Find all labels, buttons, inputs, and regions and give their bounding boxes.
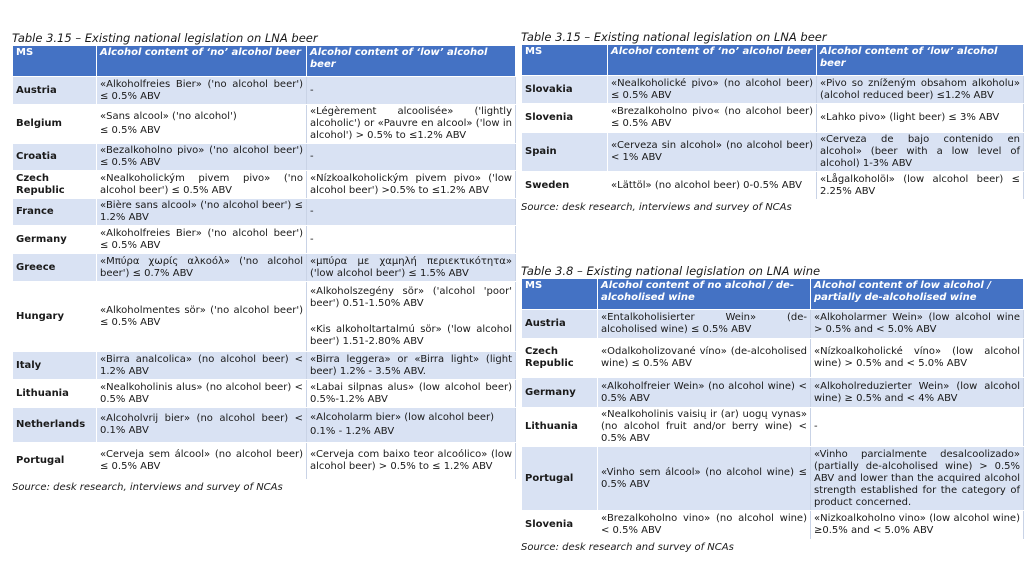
low-alcohol-cell [811,511,1024,540]
table-row [13,144,516,171]
column-header-no-alcohol: Alcohol content of ‘no’ alcohol beer [608,45,817,76]
low-alcohol-cell [307,352,516,380]
cell-text: «Légèrement alcoolisée» ('lightly alcoholic') or «Pauvre en alcool» ('low in alcohol') > 0.5% to ≤1.2% ABV [310,106,512,141]
column-header-low-alcohol: Alcohol content of ‘low’ alcohol beer [307,46,516,77]
table-row [522,378,1024,408]
cell-text: «Nealkoholinis alus» (no alcohol beer) < 0.5% ABV [100,381,303,405]
member-state-cell: Portugal [522,447,598,511]
table-row [522,339,1024,378]
cell-text: «Brezalkoholno pivo« (no alcohol beer) ≤ 0.5% ABV [611,106,813,129]
table-row [522,310,1024,339]
cell-text: «Cerveja sem álcool» (no alcohol beer) ≤ 0.5% ABV [100,449,303,472]
cell-text: «Alkoholfreies Bier» ('no alcohol beer') ≤ 0.5% ABV [100,78,303,102]
no-alcohol-cell [97,282,307,352]
no-alcohol-cell [608,133,817,172]
member-state-cell: Greece [13,254,97,282]
cell-text: «Alcoholarm bier» (low alcohol beer) [310,412,495,423]
table-caption: Table 3.15 – Existing national legislation on LNA beer [12,31,318,45]
no-alcohol-cell [97,171,307,199]
table-row [13,380,516,408]
cell-text: «Labai silpnas alus» (low alcohol beer) 0.5%-1.2% ABV [310,381,512,405]
column-header-ms: MS [13,46,97,77]
cell-text: «Entalkoholisierter Wein» (de-alcoholised wine) ≤ 0.5% ABV [601,312,807,335]
low-alcohol-cell [307,226,516,254]
no-alcohol-cell [97,408,307,443]
member-state-cell: Slovakia [522,76,608,104]
table-row [522,447,1024,511]
no-alcohol-cell [97,77,307,105]
no-alcohol-cell [598,447,811,511]
column-header-low-alcohol: Alcohol content of low alcohol / partially de-alcoholised wine [811,279,1024,310]
table-row [522,511,1024,540]
member-state-cell: Lithuania [522,408,598,447]
low-alcohol-cell [307,408,516,443]
column-header-no-alcohol: Alcohol content of no alcohol / de-alcoholised wine [598,279,811,310]
cell-text: «Lågalkoholöl» (low alcohol beer) ≤ 2.25% ABV [820,173,1020,197]
table-row [13,199,516,226]
table-row [13,105,516,144]
low-alcohol-cell [811,310,1024,339]
table-row [522,133,1024,172]
member-state-cell: Croatia [13,144,97,171]
no-alcohol-cell [97,105,307,144]
cell-text: «Sans alcool» ('no alcohol') [100,111,237,122]
cell-text: «Vinho sem álcool» (no alcohol wine) ≤ 0.5% ABV [601,466,807,490]
no-alcohol-cell [97,443,307,480]
column-header-ms: MS [522,279,598,310]
member-state-cell: Lithuania [13,380,97,408]
low-alcohol-cell [307,443,516,480]
no-alcohol-cell [598,408,811,447]
low-alcohol-cell [307,144,516,171]
no-alcohol-cell [598,378,811,408]
table-row [522,76,1024,104]
cell-text: «μπύρα με χαμηλή περιεκτικότητα» ('low alcohol beer') ≤ 1.5% ABV [310,255,512,279]
member-state-cell: Germany [13,226,97,254]
low-alcohol-cell [307,282,516,352]
table-row [522,104,1024,133]
cell-text: «Cerveja com baixo teor alcoólico» (low alcohol beer) > 0.5% to ≤ 1.2% ABV [310,449,512,472]
cell-text: «Μπύρα χωρίς αλκοόλ» ('no alcohol beer') ≤ 0.7% ABV [100,255,303,279]
low-alcohol-cell [811,339,1024,378]
table-caption: Table 3.8 – Existing national legislation on LNA wine [521,264,821,278]
no-alcohol-cell [97,352,307,380]
table-row [13,408,516,443]
cell-text: - [814,421,818,432]
cell-text: «Birra analcolica» (no alcohol beer) < 1.2% ABV [100,353,303,377]
cell-text: «Alkoholfreies Bier» ('no alcohol beer') ≤ 0.5% ABV [100,227,303,251]
table-row [522,408,1024,447]
low-alcohol-cell [307,105,516,144]
table-source: Source: desk research and survey of NCAs [521,542,734,553]
no-alcohol-cell [608,104,817,133]
cell-text: «Nealkoholické pivo» (no alcohol beer) ≤ 0.5% ABV [611,77,813,101]
table-row [13,171,516,199]
no-alcohol-cell [97,254,307,282]
table-row [13,352,516,380]
member-state-cell: Hungary [13,282,97,352]
cell-text: - [310,151,314,162]
low-alcohol-cell [817,76,1024,104]
table-row [13,282,516,352]
cell-text: «Cerveza sin alcohol» (no alcohol beer) < 1% ABV [611,140,813,163]
no-alcohol-cell [598,511,811,540]
table-source: Source: desk research, interviews and survey of NCAs [12,482,283,493]
column-header-low-alcohol: Alcohol content of ‘low’ alcohol beer [817,45,1024,76]
low-alcohol-cell [307,199,516,226]
table-row [13,254,516,282]
cell-text: «Bezalkoholno pivo» ('no alcohol beer') ≤ 0.5% ABV [100,145,303,168]
table-lna-wine [521,264,1023,554]
cell-text: «Brezalkoholno vino» (no alcohol wine) < 0.5% ABV [601,513,807,536]
member-state-cell: Slovenia [522,511,598,540]
table-row [522,172,1024,200]
low-alcohol-cell [811,378,1024,408]
table-lna-beer-part1 [12,31,515,494]
table-row [13,443,516,480]
member-state-cell: Austria [13,77,97,105]
cell-text: «Alkoholszegény sör» ('alcohol 'poor' beer') 0.51-1.50% ABV [310,285,512,309]
member-state-cell: Austria [522,310,598,339]
low-alcohol-cell [307,254,516,282]
no-alcohol-cell [97,144,307,171]
table-source: Source: desk research, interviews and survey of NCAs [521,202,792,213]
table-row [13,226,516,254]
member-state-cell: Slovenia [522,104,608,133]
no-alcohol-cell [608,76,817,104]
member-state-cell: Czech Republic [13,171,97,199]
cell-text: «Bière sans alcool» ('no alcohol beer') ≤ 1.2% ABV [100,200,303,223]
member-state-cell: Italy [13,352,97,380]
no-alcohol-cell [608,172,817,200]
cell-text: «Birra leggera» or «Birra light» (light beer) 1.2% - 3.5% ABV. [310,353,512,377]
table-caption: Table 3.15 – Existing national legislation on LNA beer [521,30,827,44]
member-state-cell: Spain [522,133,608,172]
member-state-cell: Belgium [13,105,97,144]
legislation-table [521,278,1024,540]
table-row [13,77,516,105]
cell-text: «Odalkoholizované víno» (de-alcoholised wine) ≤ 0.5% ABV [601,346,807,369]
cell-text: «Alkoholfreier Wein» (no alcohol wine) < 0.5% ABV [601,380,807,404]
cell-text: 0.1% - 1.2% ABV [310,426,395,437]
low-alcohol-cell [811,447,1024,511]
legislation-table [521,44,1024,200]
low-alcohol-cell [307,171,516,199]
no-alcohol-cell [97,226,307,254]
low-alcohol-cell [817,133,1024,172]
cell-text: «Nízkoalkoholické víno» (low alcohol wine) > 0.5% and < 5.0% ABV [814,346,1020,369]
cell-text: «Lahko pivo» (light beer) ≤ 3% ABV [820,112,1000,123]
column-header-no-alcohol: Alcohol content of ‘no’ alcohol beer [97,46,307,77]
cell-text: - [310,84,314,96]
column-header-ms: MS [522,45,608,76]
member-state-cell: France [13,199,97,226]
member-state-cell: Netherlands [13,408,97,443]
low-alcohol-cell [817,172,1024,200]
legislation-table [12,45,516,480]
table-lna-beer-part2 [521,30,1023,214]
cell-text: «Alkoholarmer Wein» (low alcohol wine > 0.5% and < 5.0% ABV [814,312,1020,335]
member-state-cell: Germany [522,378,598,408]
cell-text: «Nízkoalkoholickým pivem pivo» ('low alcohol beer') >0.5% to ≤1.2% ABV [310,172,512,196]
cell-text: «Alkoholmentes sör» ('no alcohol beer') ≤ 0.5% ABV [100,304,303,328]
no-alcohol-cell [598,310,811,339]
cell-text: «Nealkoholinis vaisių ir (ar) uogų vynas» (no alcohol fruit and/or berry wine) < 0.5% ABV [601,409,807,444]
no-alcohol-cell [97,199,307,226]
cell-text: «Lättöl» (no alcohol beer) 0-0.5% ABV [611,179,802,191]
cell-text: ≤ 0.5% ABV [100,125,161,136]
cell-text: «Kis alkoholtartalmú sör» ('low alcohol beer') 1.51-2.80% ABV [310,323,512,347]
cell-text: «Nealkoholickým pivem pivo» ('no alcohol beer') ≤ 0.5% ABV [100,172,303,196]
low-alcohol-cell [811,408,1024,447]
no-alcohol-cell [598,339,811,378]
cell-text: «Cerveza de bajo contenido en alcohol» (beer with a low level of alcohol) 1-3% ABV [820,134,1020,169]
member-state-cell: Portugal [13,443,97,480]
cell-text: - [310,206,314,217]
cell-text: «Pivo so zníženým obsahom alkoholu» (alcohol reduced beer) ≤1.2% ABV [820,77,1020,101]
member-state-cell: Sweden [522,172,608,200]
cell-text: «Nizkoalkoholno vino» (low alcohol wine) ≥0.5% and < 5.0% ABV [814,513,1020,536]
cell-text: «Alkoholreduzierter Wein» (low alcohol wine) ≥ 0.5% and < 4% ABV [814,380,1020,404]
low-alcohol-cell [817,104,1024,133]
cell-text: «Vinho parcialmente desalcoolizado» (partially de-alcoholised wine) > 0.5% ABV and lower than the acquired alcohol strength established for the category of product concerned. [814,448,1020,508]
member-state-cell: Czech Republic [522,339,598,378]
cell-text: - [310,233,314,245]
low-alcohol-cell [307,77,516,105]
low-alcohol-cell [307,380,516,408]
cell-text: «Alcoholvrij bier» (no alcohol beer) < 0.1% ABV [100,413,303,436]
no-alcohol-cell [97,380,307,408]
